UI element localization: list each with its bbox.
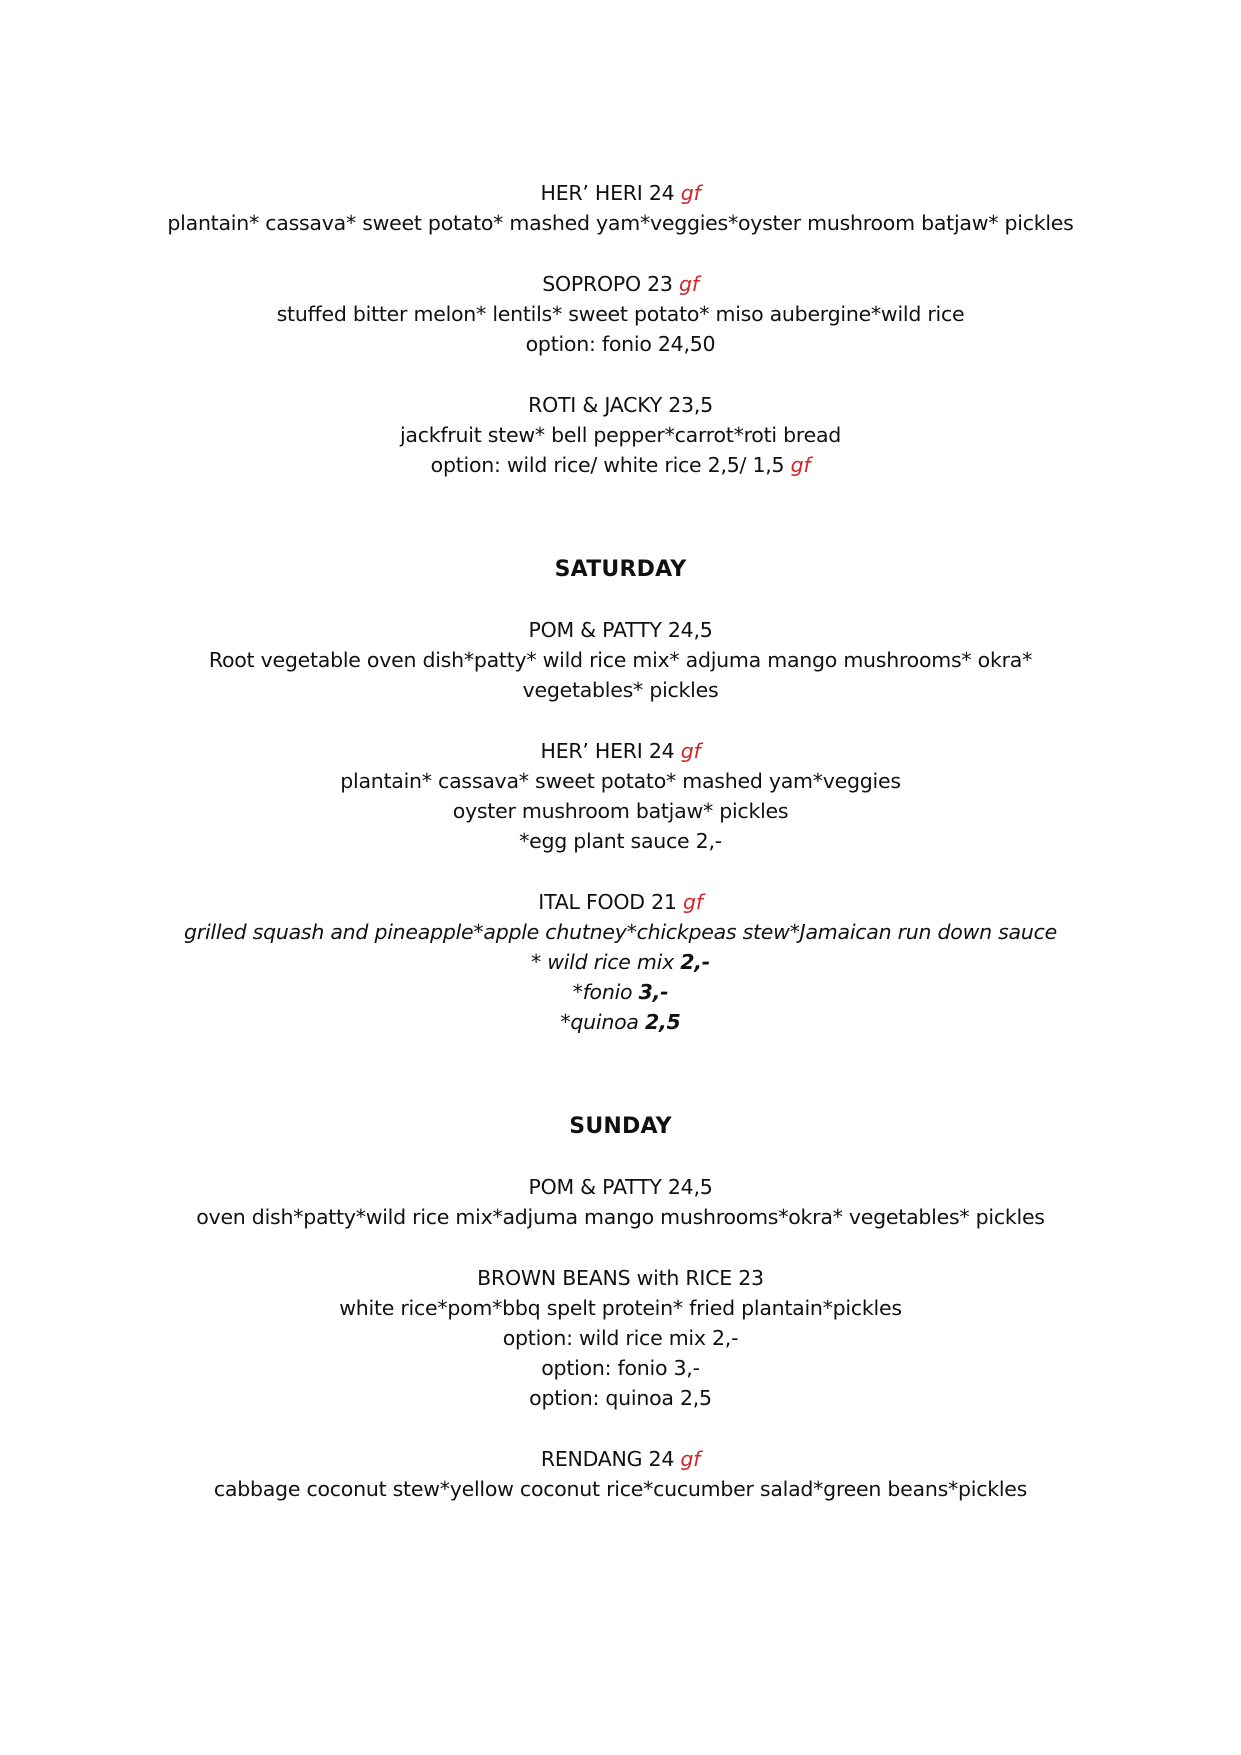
dish-description: stuffed bitter melon* lentils* sweet potato* miso aubergine*wild rice [276,302,965,326]
dish-option: option: fonio 3,- [541,1356,700,1380]
gluten-free-tag: gf [790,453,811,477]
dish-option-row [0,1007,1241,1037]
dish-title-herheri [0,178,1241,208]
dish-title-sopropo [0,269,1241,299]
dish-title-ital-food [0,887,1241,917]
dish-name: HER’ HERI 24 [540,739,675,763]
dish-description: oyster mushroom batjaw* pickles [452,799,789,823]
option-price: 2,- [680,950,711,974]
dish-name: HER’ HERI 24 [540,181,675,205]
option-text: * wild rice mix [530,950,681,974]
option-text: *fonio [572,980,639,1004]
gluten-free-tag: gf [680,739,701,763]
dish-name: SOPROPO 23 [542,272,673,296]
dish-option-row [0,450,1241,480]
dish-description: Root vegetable oven dish*patty* wild rice mix* adjuma mango mushrooms* okra* [208,648,1033,672]
day-heading-saturday: SATURDAY [554,557,687,582]
dish-extra: *egg plant sauce 2,- [519,829,722,853]
dish-name: RENDANG 24 [540,1447,675,1471]
dish-title-pom-patty: POM & PATTY 24,5 [528,618,713,642]
dish-option: option: wild rice/ white rice 2,5/ 1,5 [430,453,785,477]
dish-description: oven dish*patty*wild rice mix*adjuma mango mushrooms*okra* vegetables* pickles [196,1205,1045,1229]
dish-title-roti: ROTI & JACKY 23,5 [528,393,713,417]
dish-description: plantain* cassava* sweet potato* mashed yam*veggies [340,769,901,793]
gluten-free-tag: gf [680,1447,701,1471]
dish-name: ITAL FOOD 21 [538,890,677,914]
dish-description: cabbage coconut stew*yellow coconut rice*cucumber salad*green beans*pickles [213,1477,1028,1501]
dish-title-herheri [0,736,1241,766]
day-heading-sunday: SUNDAY [569,1114,672,1139]
dish-description: grilled squash and pineapple*apple chutney*chickpeas stew*Jamaican run down sauce [184,920,1057,944]
dish-title-pom-patty: POM & PATTY 24,5 [528,1175,713,1199]
dish-option: option: quinoa 2,5 [529,1386,712,1410]
dish-option: option: fonio 24,50 [525,332,716,356]
dish-description: plantain* cassava* sweet potato* mashed yam*veggies*oyster mushroom batjaw* pickles [167,211,1074,235]
gluten-free-tag: gf [680,181,701,205]
option-price: 2,5 [645,1010,681,1034]
dish-option-row [0,977,1241,1007]
dish-description: jackfruit stew* bell pepper*carrot*roti bread [399,423,842,447]
dish-description: white rice*pom*bbq spelt protein* fried plantain*pickles [339,1296,902,1320]
dish-title-brown-beans: BROWN BEANS with RICE 23 [477,1266,764,1290]
dish-description: vegetables* pickles [522,678,719,702]
gluten-free-tag: gf [682,890,703,914]
option-price: 3,- [638,980,669,1004]
dish-option-row [0,947,1241,977]
gluten-free-tag: gf [679,272,699,296]
option-text: *quinoa [560,1010,645,1034]
dish-title-rendang [0,1444,1241,1474]
dish-option: option: wild rice mix 2,- [502,1326,739,1350]
